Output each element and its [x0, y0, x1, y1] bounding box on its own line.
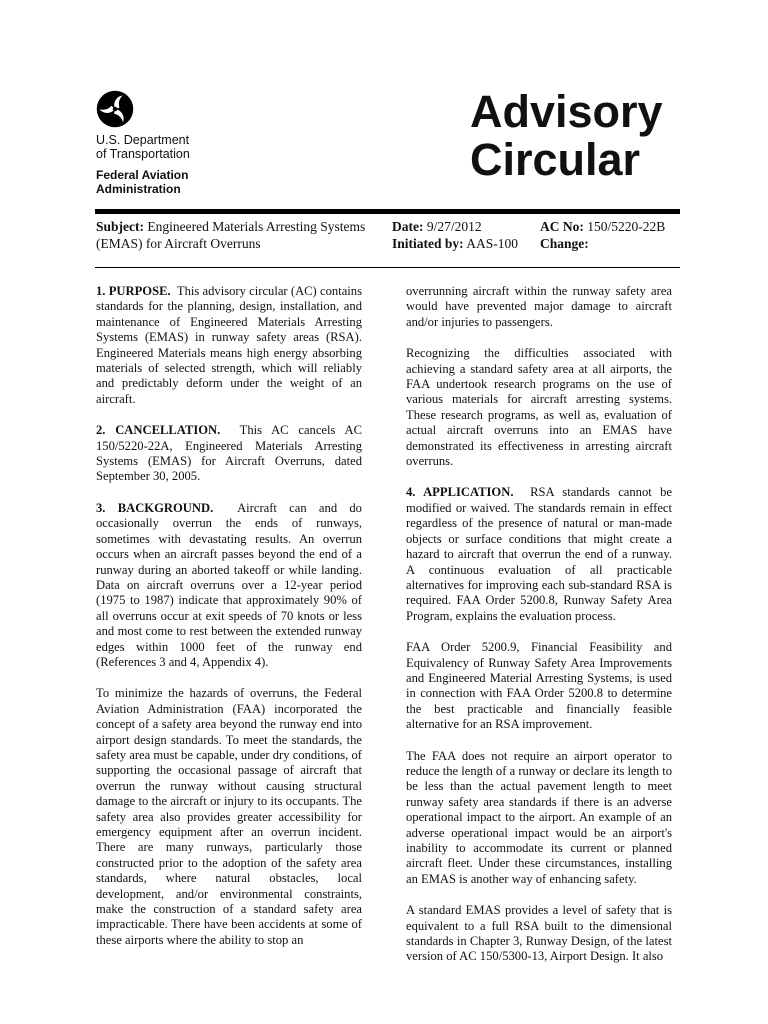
ac-number-value: 150/5220-22B — [587, 219, 666, 234]
paragraph — [96, 501, 362, 670]
agency-line-1: Federal Aviation — [96, 168, 189, 182]
paragraph-text: overrunning aircraft within the runway safety area would have prevented major damage to aircraft and/or injuries to passengers. — [406, 284, 672, 329]
dot-triskelion-icon — [96, 90, 134, 128]
paragraph — [406, 903, 672, 965]
section-heading: 1. PURPOSE. — [96, 284, 171, 298]
paragraph — [406, 485, 672, 624]
paragraph-text: A standard EMAS provides a level of safety that is equivalent to a full RSA built to the dimensional standards in Chapter 3, Runway Design, of the latest version of AC 150/5300-13, Airport Design. It also — [406, 903, 672, 964]
date-value: 9/27/2012 — [426, 219, 482, 234]
subject-label: Subject: — [96, 219, 144, 234]
date-block — [392, 218, 532, 252]
paragraph — [96, 284, 362, 407]
title-line-2: Circular — [470, 134, 641, 185]
paragraph — [406, 640, 672, 732]
agency-name — [96, 168, 188, 196]
paragraph-text: FAA Order 5200.9, Financial Feasibility and Equivalency of Runway Safety Area Improvements and Engineered Material Arresting Systems, is used in connection with FAA Order 5200.8 to determine the best practicable and financially feasible alternative for an RSA improvement. — [406, 640, 672, 732]
paragraph-text: This AC cancels AC 150/5220-22A, Engineered Materials Arresting Systems (EMAS) for Aircraft Overruns, dated September 30, 2005. — [96, 423, 362, 484]
section-heading: 3. BACKGROUND. — [96, 500, 214, 515]
paragraph-text: The FAA does not require an airport operator to reduce the length of a runway or declare its length to be less than the actual pavement length to meet runway safety area standards if there is an adverse operational impact to the airport. An example of an adverse operational impact would be an airport's inability to accommodate its current or planned aircraft fleet. Under these circumstances, installing an EMAS is another way of enhancing safety. — [406, 748, 672, 886]
paragraph-text: Aircraft can and do occasionally overrun the ends of runways, sometimes with devastating results. An overrun occurs when an aircraft passes beyond the end of a runway during an aborted takeoff or while landing. Data on aircraft overruns over a 12-year period (1975 to 1987) indicate that approximately 90% of all overruns occur at exit speeds of 70 knots or less and most come to rest between the extended runway edges within 1000 feet of the runway end (References 3 and 4, Appendix 4). — [96, 500, 362, 669]
title-line-1: Advisory — [470, 86, 663, 137]
section-heading: 2. CANCELLATION. — [96, 423, 221, 438]
paragraph — [406, 346, 672, 469]
header-divider-thin — [95, 267, 680, 268]
body-column-right — [406, 284, 672, 981]
paragraph — [406, 284, 672, 330]
subject-line-1: Engineered Materials Arresting Systems — [147, 219, 366, 234]
paragraph — [96, 423, 362, 485]
department-line-2: of Transportation — [96, 147, 190, 161]
paragraph — [406, 749, 672, 888]
subject-line-2: (EMAS) for Aircraft Overruns — [96, 236, 261, 251]
agency-line-2: Administration — [96, 182, 181, 196]
paragraph — [96, 686, 362, 948]
document-title — [470, 88, 663, 184]
subject-block — [96, 218, 386, 252]
paragraph-text: To minimize the hazards of overruns, the Federal Aviation Administration (FAA) incorporated the concept of a safety area beyond the runway end into airport design standards. To meet the standards, the safety area must be capable, under dry conditions, of supporting the occasional passage of aircraft that overrun the runway without causing structural damage to the aircraft or injury to its occupants. The safety area also provides greater accessibility for emergency equipment after an overrun incident. There are many runways, particularly those constructed prior to the adoption of the safety area standards, where natural obstacles, local development, and/or environmental constraints, make the construction of a standard safety area impracticable. There have been accidents at some of these airports where the ability to stop an — [96, 686, 362, 947]
section-heading: 4. APPLICATION. — [406, 485, 514, 500]
initiated-value: AAS-100 — [466, 236, 519, 251]
header-divider-thick — [95, 209, 680, 214]
department-line-1: U.S. Department — [96, 133, 190, 147]
paragraph-text: Recognizing the difficulties associated with achieving a standard safety area at all airports, the FAA undertook research programs on the use of various materials for aircraft arresting systems. These research programs, as well as, evaluation of actual aircraft overruns into an EMAS have demonstrated its effectiveness in arresting aircraft overruns. — [406, 346, 672, 469]
initiated-label: Initiated by: — [392, 236, 464, 251]
paragraph-text: RSA standards cannot be modified or waived. The standards remain in effect regardless of the presence of natural or man-made objects or surface conditions that might create a hazard to aircraft that overrun the end of a runway. A continuous evaluation of all practicable alternatives for improving each sub-standard RSA is required. FAA Order 5200.8, Runway Safety Area Program, explains the evaluation process. — [406, 485, 672, 623]
paragraph-text: This advisory circular (AC) contains standards for the planning, design, installation, and maintenance of Engineered Materials Arresting Systems (EMAS) in runway safety areas (RSA). Engineered Materials means high energy absorbing materials of selected strength, which will reliably and predictably deform under the weight of an aircraft. — [96, 284, 362, 406]
body-column-left — [96, 284, 362, 964]
change-label: Change: — [540, 236, 589, 251]
ac-number-label: AC No: — [540, 219, 584, 234]
date-label: Date: — [392, 219, 424, 234]
department-name — [96, 133, 190, 161]
ac-number-block — [540, 218, 685, 252]
